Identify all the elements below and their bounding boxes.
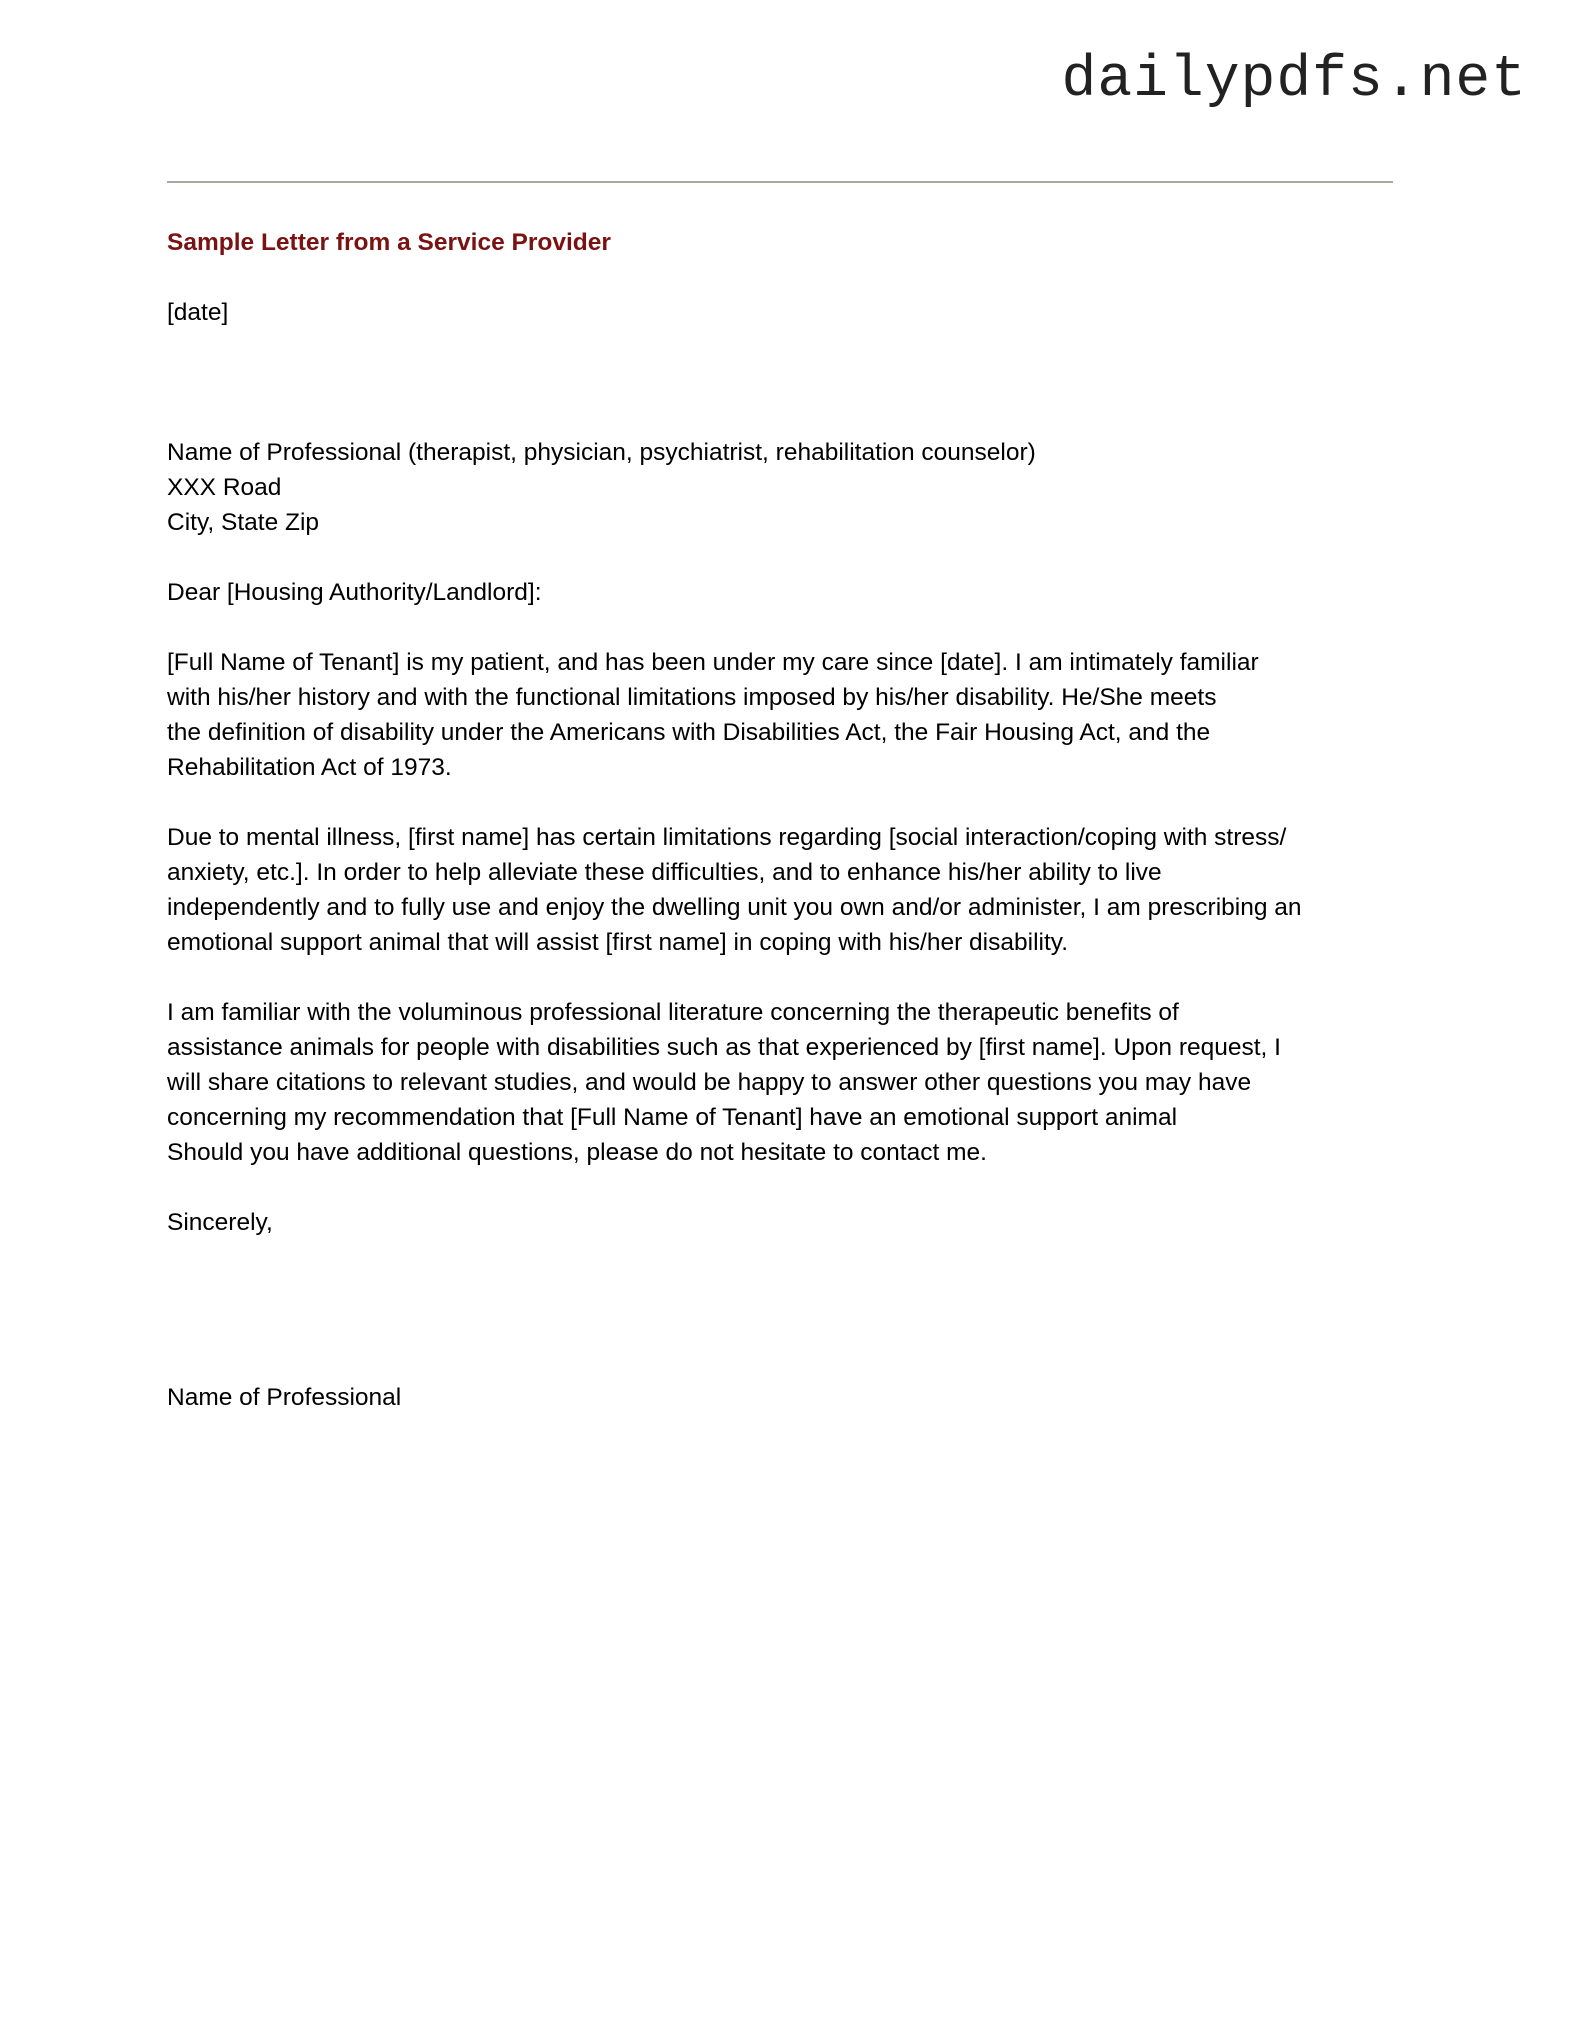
paragraph-line: concerning my recommendation that [Full Name of Tenant] have an emotional support animal xyxy=(167,1104,1178,1131)
paragraph-line: Due to mental illness, [first name] has certain limitations regarding [social interaction/coping with stress/ xyxy=(167,824,1287,851)
paragraph-line: emotional support animal that will assist [first name] in coping with his/her disability. xyxy=(167,929,1068,956)
address-line: Name of Professional (therapist, physician, psychiatrist, rehabilitation counselor) xyxy=(167,439,1036,466)
letter-date: [date] xyxy=(167,299,229,326)
paragraph-line: assistance animals for people with disabilities such as that experienced by [first name]. Upon request, I xyxy=(167,1034,1281,1061)
paragraph-line: anxiety, etc.]. In order to help alleviate these difficulties, and to enhance his/her ability to live xyxy=(167,859,1162,886)
header-divider xyxy=(167,181,1393,183)
paragraph-line: [Full Name of Tenant] is my patient, and has been under my care since [date]. I am intimately familiar xyxy=(167,649,1259,676)
address-line: City, State Zip xyxy=(167,509,320,536)
paragraph-line: Rehabilitation Act of 1973. xyxy=(167,754,452,781)
salutation: Dear [Housing Authority/Landlord]: xyxy=(167,579,542,606)
address-line: XXX Road xyxy=(167,474,282,501)
paragraph-line: with his/her history and with the functional limitations imposed by his/her disability. He/She meets xyxy=(167,684,1217,711)
paragraph-line: independently and to fully use and enjoy the dwelling unit you own and/or administer, I am prescribing an xyxy=(167,894,1302,921)
paragraph-line: the definition of disability under the Americans with Disabilities Act, the Fair Housing Act, and the xyxy=(167,719,1211,746)
paragraph-line: Should you have additional questions, please do not hesitate to contact me. xyxy=(167,1139,987,1166)
signature-name: Name of Professional xyxy=(167,1384,402,1411)
body-paragraph-1 xyxy=(167,645,1407,785)
address-block xyxy=(167,435,1407,540)
letter-title: Sample Letter from a Service Provider xyxy=(167,229,611,256)
paragraph-line: I am familiar with the voluminous professional literature concerning the therapeutic benefits of xyxy=(167,999,1179,1026)
letter-document xyxy=(167,225,1407,1415)
site-watermark: dailypdfs.net xyxy=(1061,48,1527,113)
body-paragraph-2 xyxy=(167,820,1407,960)
paragraph-line: will share citations to relevant studies, and would be happy to answer other questions you may have xyxy=(167,1069,1252,1096)
body-paragraph-3 xyxy=(167,995,1407,1170)
closing: Sincerely, xyxy=(167,1209,273,1236)
